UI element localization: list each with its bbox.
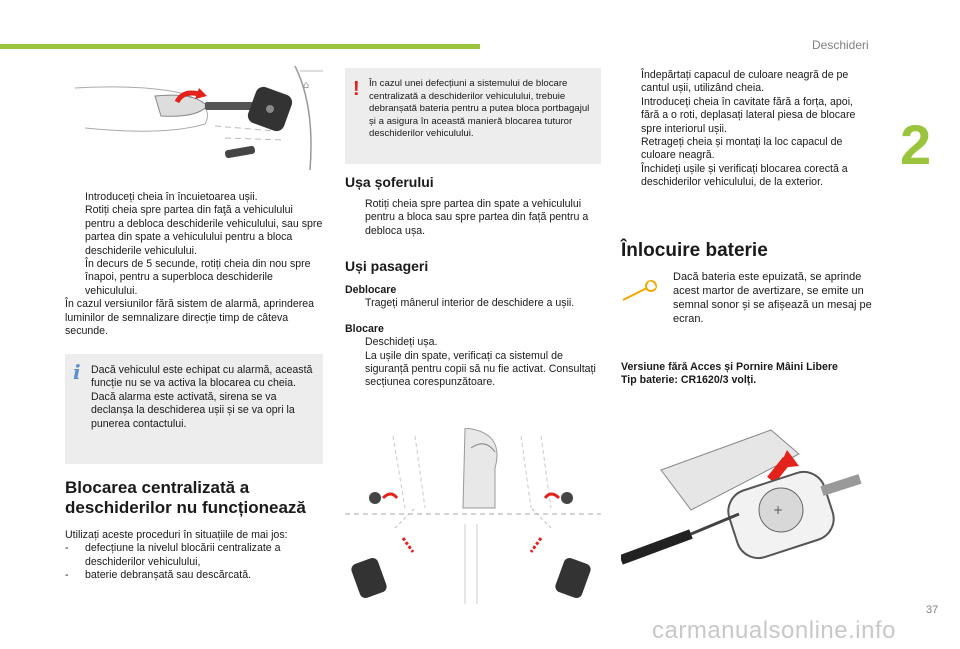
heading-line: deschiderilor nu funcționează: [65, 498, 306, 517]
watermark: carmanualsonline.info: [652, 617, 896, 644]
heading-line: Blocarea centralizată a: [65, 478, 250, 497]
section-accent-bar: [0, 44, 480, 49]
unlock-label: Deblocare: [345, 284, 397, 296]
info-text: Dacă alarma este activată, sirena se va declanșa la deschiderea ușii și se va opri la punerea contactului.: [91, 390, 295, 430]
section-title: Deschideri: [812, 38, 869, 52]
step-text: Rotiți cheia spre partea din faţă a vehiculului pentru a debloca deschiderile vehiculului, sau spre partea din spate a vehiculului pentru a bloca deschiderile vehiculului.: [85, 204, 323, 257]
battery-type: Tip baterie: CR1620/3 volți.: [621, 374, 757, 387]
passenger-doors-section: [345, 258, 601, 390]
info-box: [65, 354, 323, 464]
door-lock-diagram: [345, 428, 601, 604]
svg-text:+: +: [773, 503, 784, 517]
passenger-doors-heading: Uși pasageri: [345, 258, 429, 274]
step-text: La ușile din spate, verificați ca sistemul de siguranță pentru copii să nu fie activat. Consultați secțiunea corespunzătoare.: [365, 349, 596, 389]
step-text: Introduceți cheia în încuietoarea ușii.: [85, 191, 258, 203]
battery-warning-text: Dacă bateria este epuizată, se aprinde acest martor de avertizare, se emite un semnal sonor și se afișează un mesaj pe ecran.: [673, 271, 872, 325]
version-line: Versiune fără Acces și Pornire Mâini Libere: [621, 361, 838, 373]
fallback-intro: Utilizați aceste proceduri în situațiile de mai jos: - defecțiune la nivelul blocării centralizate a deschiderilor vehiculului, - baterie debranșată sau descărcată.: [65, 529, 327, 583]
driver-door-heading: Ușa șoferului: [345, 174, 434, 190]
battery-version: [621, 361, 881, 388]
step-text: Îndepărtați capacul de culoare neagră de pe cantul ușii, utilizând cheia.: [641, 69, 849, 95]
info-icon: i: [73, 360, 81, 384]
dash-item: baterie debranșată sau descărcată.: [85, 569, 252, 582]
chapter-number: 2: [900, 113, 932, 176]
svg-text:⌂: ⌂: [303, 80, 310, 91]
warning-text: În cazul unei defecțiuni a sistemului de blocare centralizată a deschiderilor vehiculului, trebuie debranșată bateria pentru a putea bloca portbagajul și a asigura în această manieră blocarea tuturor deschiderilor vehiculului.: [369, 78, 590, 140]
step-text: Închideți ușile și verificați blocarea corectă a deschiderilor vehiculului, de la exterior.: [641, 162, 848, 189]
step-text: În decurs de 5 secunde, rotiți cheia din nou spre înapoi, pentru a superbloca deschiderile vehiculului.: [85, 258, 311, 297]
info-text: Dacă vehiculul este echipat cu alarmă, această funcție nu se va activa la blocarea cu cheia.: [91, 364, 313, 390]
page-number: 37: [926, 604, 939, 616]
dash-item: defecțiune la nivelul blocării centralizate a deschiderilor vehiculului,: [85, 542, 281, 568]
step-text: Trageți mânerul interior de deschidere a ușii.: [365, 297, 575, 310]
key-lock-steps: [65, 191, 323, 338]
battery-replacement-illustration: [621, 410, 873, 590]
no-alarm-note: În cazul versiunilor fără sistem de alarmă, aprinderea luminilor de semnalizare direcție timp de câteva secunde.: [65, 298, 315, 338]
wrench-icon: [621, 280, 661, 304]
intro-text: Utilizați aceste proceduri în situațiile de mai jos:: [65, 529, 288, 541]
warning-icon: !: [353, 78, 360, 100]
driver-door-section: [345, 174, 601, 238]
warning-box: [345, 68, 601, 164]
step-text: Retrageți cheia și montați la loc capacul de culoare neagră.: [641, 136, 843, 162]
battery-heading: Înlocuire baterie: [621, 240, 768, 261]
lock-label: Blocare: [345, 322, 384, 335]
step-text: Deschideți ușa.: [365, 336, 438, 349]
heading-central-locking: [65, 478, 335, 518]
step-text: Introduceți cheia în cavitate fără a forța, apoi, fără a o roti, deplasați lateral piesa de blocare spre interiorul ușii.: [641, 95, 856, 135]
key-in-door-illustration: [65, 66, 323, 170]
step-text: Rotiți cheia spre partea din spate a vehiculului pentru a bloca sau spre partea din față pentru a debloca ușa.: [365, 198, 589, 237]
door-lock-steps: [621, 69, 873, 190]
